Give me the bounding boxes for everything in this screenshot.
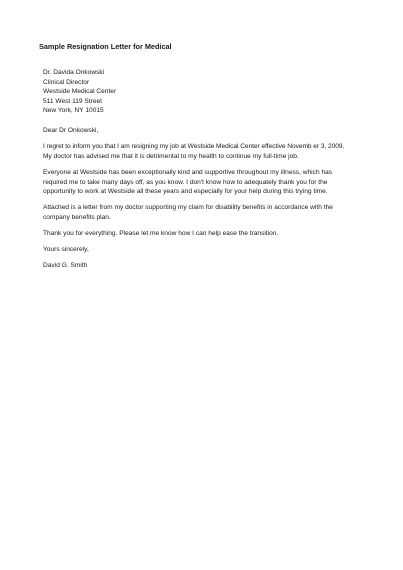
- letter-body: [43, 68, 368, 270]
- recipient-name: Dr. Davida Onkowski: [43, 69, 105, 76]
- paragraph-line: Thank you for everything. Please let me know how I can help ease the transition.: [43, 229, 279, 237]
- recipient-city: New York, NY 10015: [43, 107, 104, 115]
- recipient-street: 511 West 119 Street: [43, 97, 103, 105]
- paragraph-line: I regret to inform you that I am resigning my job at Westside Medical Center effective Novemb er 3, 2009.: [43, 143, 345, 151]
- closing: Yours sincerely,: [43, 245, 89, 253]
- paragraph-thanks: [43, 168, 368, 197]
- paragraph-line: required me to take many days off, as you know. I don't know how to adequately thank you for the: [43, 178, 328, 186]
- paragraph-closing-remark: [43, 229, 368, 239]
- recipient-address: [43, 68, 368, 116]
- paragraph-attachment: [43, 203, 368, 222]
- paragraph-line: Everyone at Westside has been exceptionally kind and supportive throughout my illness, which has: [43, 168, 333, 176]
- document-title: Sample Resignation Letter for Medical: [39, 42, 172, 51]
- paragraph-resignation: [43, 142, 368, 161]
- paragraph-line: company benefits plan.: [43, 213, 111, 221]
- recipient-organization: Westside Medical Center: [43, 88, 117, 96]
- salutation: Dear Dr Onkowski,: [43, 127, 99, 135]
- paragraph-line: opportunity to work at Westside all these years and especially for your help during this trying time.: [43, 188, 328, 196]
- signature-name: David G. Smith: [43, 261, 88, 269]
- paragraph-line: Attached is a letter from my doctor supporting my claim for disability benefits in accordance with the: [43, 204, 333, 212]
- recipient-title: Clinical Director: [43, 78, 90, 86]
- paragraph-line: My doctor has advised me that it is detrimental to my health to continue my full-time job.: [43, 152, 299, 160]
